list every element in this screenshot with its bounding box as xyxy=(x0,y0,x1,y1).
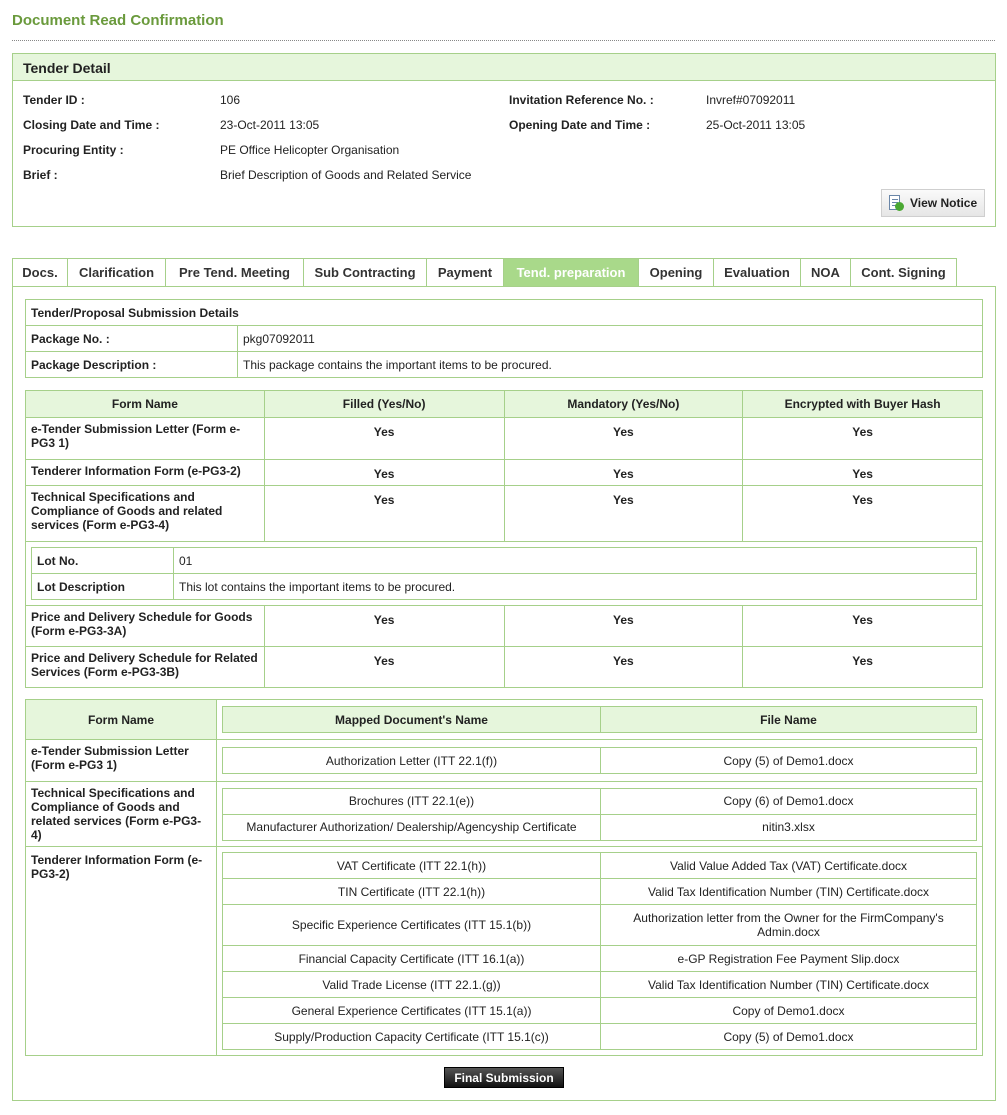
mapping-form-name-header: Form Name xyxy=(26,700,217,740)
file-name-cell[interactable]: Valid Tax Identification Number (TIN) Certificate.docx xyxy=(601,972,977,998)
view-notice-button[interactable] xyxy=(881,189,985,217)
table-row xyxy=(26,486,983,542)
file-name-cell[interactable]: Valid Tax Identification Number (TIN) Certificate.docx xyxy=(601,879,977,905)
file-name-cell[interactable]: Valid Value Added Tax (VAT) Certificate.docx xyxy=(601,853,977,879)
tab-pre-tend-meeting[interactable]: Pre Tend. Meeting xyxy=(165,258,303,287)
invitation-ref-label: Invitation Reference No. : xyxy=(509,93,654,107)
tender-detail-panel xyxy=(12,53,996,227)
tab-noa[interactable]: NOA xyxy=(800,258,850,287)
file-name-cell[interactable]: e-GP Registration Fee Payment Slip.docx xyxy=(601,946,977,972)
procuring-entity-value: PE Office Helicopter Organisation xyxy=(220,143,400,157)
lot-description-label: Lot Description xyxy=(32,574,174,600)
page-title: Document Read Confirmation xyxy=(12,12,224,29)
tab-clarification[interactable]: Clarification xyxy=(67,258,165,287)
brief-label: Brief : xyxy=(23,168,58,182)
tender-id-value: 106 xyxy=(220,93,241,107)
file-name-cell[interactable]: Copy (5) of Demo1.docx xyxy=(601,1024,977,1050)
mapped-document-cell: VAT Certificate (ITT 22.1(h)) xyxy=(223,853,601,879)
tab-docs[interactable]: Docs. xyxy=(12,258,67,287)
table-row xyxy=(26,460,983,486)
view-notice-label: View Notice xyxy=(910,196,978,210)
lot-description-value: This lot contains the important items to be procured. xyxy=(174,574,977,600)
opening-date-value: 25-Oct-2011 13:05 xyxy=(706,118,806,132)
filled-cell: Yes xyxy=(264,418,504,460)
invitation-ref-value: Invref#07092011 xyxy=(706,93,796,107)
forms-table xyxy=(25,390,983,688)
mapping-form-name-cell: Technical Specifications and Compliance of Goods and related services (Form e-PG3-4) xyxy=(26,782,217,847)
form-name-header: Form Name xyxy=(26,391,265,418)
mandatory-cell: Yes xyxy=(504,606,743,647)
tab-tend-preparation[interactable]: Tend. preparation xyxy=(503,258,638,287)
mapped-document-header: Mapped Document's Name xyxy=(223,707,601,733)
tab-evaluation[interactable]: Evaluation xyxy=(713,258,800,287)
filled-cell: Yes xyxy=(264,606,504,647)
lot-no-label: Lot No. xyxy=(32,548,174,574)
mapped-document-cell: Authorization Letter (ITT 22.1(f)) xyxy=(223,748,601,774)
encrypted-cell: Yes xyxy=(743,418,983,460)
opening-date-label: Opening Date and Time : xyxy=(509,118,651,132)
mapping-form-name-cell: e-Tender Submission Letter (Form e-PG3 1) xyxy=(26,740,217,782)
mandatory-cell: Yes xyxy=(504,647,743,688)
package-no-label: Package No. : xyxy=(26,326,238,352)
file-name-cell[interactable]: Authorization letter from the Owner for the FirmCompany's Admin.docx xyxy=(601,905,977,946)
mapping-form-name-cell: Tenderer Information Form (e-PG3-2) xyxy=(26,847,217,1056)
lot-table xyxy=(31,547,977,600)
file-name-cell[interactable]: nitin3.xlsx xyxy=(601,814,977,840)
submission-details-header: Tender/Proposal Submission Details xyxy=(26,300,983,326)
tender-detail-header: Tender Detail xyxy=(13,54,995,81)
mapped-document-cell: Valid Trade License (ITT 22.1.(g)) xyxy=(223,972,601,998)
mandatory-cell: Yes xyxy=(504,486,743,542)
mapped-document-cell: Supply/Production Capacity Certificate (ITT 15.1(c)) xyxy=(223,1024,601,1050)
document-mapping-table xyxy=(25,699,983,1056)
table-row xyxy=(26,606,983,647)
tab-cont-signing[interactable]: Cont. Signing xyxy=(850,258,957,287)
mandatory-header: Mandatory (Yes/No) xyxy=(504,391,743,418)
form-name-cell: Price and Delivery Schedule for Related Services (Form e-PG3-3B) xyxy=(26,647,265,688)
filled-cell: Yes xyxy=(264,486,504,542)
mapped-document-cell: Brochures (ITT 22.1(e)) xyxy=(223,788,601,814)
mandatory-cell: Yes xyxy=(504,460,743,486)
closing-date-value: 23-Oct-2011 13:05 xyxy=(220,118,320,132)
mandatory-cell: Yes xyxy=(504,418,743,460)
filled-cell: Yes xyxy=(264,647,504,688)
package-no-value: pkg07092011 xyxy=(238,326,983,352)
table-row xyxy=(26,847,983,1056)
title-divider xyxy=(12,40,995,41)
tab-sub-contracting[interactable]: Sub Contracting xyxy=(303,258,426,287)
table-row xyxy=(26,418,983,460)
encrypted-cell: Yes xyxy=(743,460,983,486)
submission-details-table xyxy=(25,299,983,378)
filled-cell: Yes xyxy=(264,460,504,486)
procuring-entity-label: Procuring Entity : xyxy=(23,143,124,157)
encrypted-cell: Yes xyxy=(743,486,983,542)
document-view-icon xyxy=(888,195,904,211)
mapped-document-cell: Financial Capacity Certificate (ITT 16.1(a)) xyxy=(223,946,601,972)
closing-date-label: Closing Date and Time : xyxy=(23,118,160,132)
form-name-cell: Price and Delivery Schedule for Goods (Form e-PG3-3A) xyxy=(26,606,265,647)
file-name-cell[interactable]: Copy of Demo1.docx xyxy=(601,998,977,1024)
mapped-document-cell: General Experience Certificates (ITT 15.1(a)) xyxy=(223,998,601,1024)
form-name-cell: Technical Specifications and Compliance of Goods and related services (Form e-PG3-4) xyxy=(26,486,265,542)
filled-header: Filled (Yes/No) xyxy=(264,391,504,418)
file-name-cell[interactable]: Copy (6) of Demo1.docx xyxy=(601,788,977,814)
tab-opening[interactable]: Opening xyxy=(638,258,713,287)
mapped-document-cell: Manufacturer Authorization/ Dealership/Agencyship Certificate xyxy=(223,814,601,840)
form-name-cell: e-Tender Submission Letter (Form e-PG3 1) xyxy=(26,418,265,460)
encrypted-cell: Yes xyxy=(743,647,983,688)
final-submission-button[interactable]: Final Submission xyxy=(444,1067,564,1088)
lot-no-value: 01 xyxy=(174,548,977,574)
encrypted-header: Encrypted with Buyer Hash xyxy=(743,391,983,418)
form-name-cell: Tenderer Information Form (e-PG3-2) xyxy=(26,460,265,486)
mapped-document-cell: Specific Experience Certificates (ITT 15.1(b)) xyxy=(223,905,601,946)
table-row xyxy=(26,782,983,847)
table-row xyxy=(26,647,983,688)
tender-tabs xyxy=(12,258,957,286)
package-description-label: Package Description : xyxy=(26,352,238,378)
table-row xyxy=(26,740,983,782)
mapped-document-cell: TIN Certificate (ITT 22.1(h)) xyxy=(223,879,601,905)
tender-id-label: Tender ID : xyxy=(23,93,85,107)
file-name-header: File Name xyxy=(601,707,977,733)
brief-value: Brief Description of Goods and Related Service xyxy=(220,168,472,182)
tab-payment[interactable]: Payment xyxy=(426,258,503,287)
file-name-cell[interactable]: Copy (5) of Demo1.docx xyxy=(601,748,977,774)
package-description-value: This package contains the important items to be procured. xyxy=(238,352,983,378)
encrypted-cell: Yes xyxy=(743,606,983,647)
